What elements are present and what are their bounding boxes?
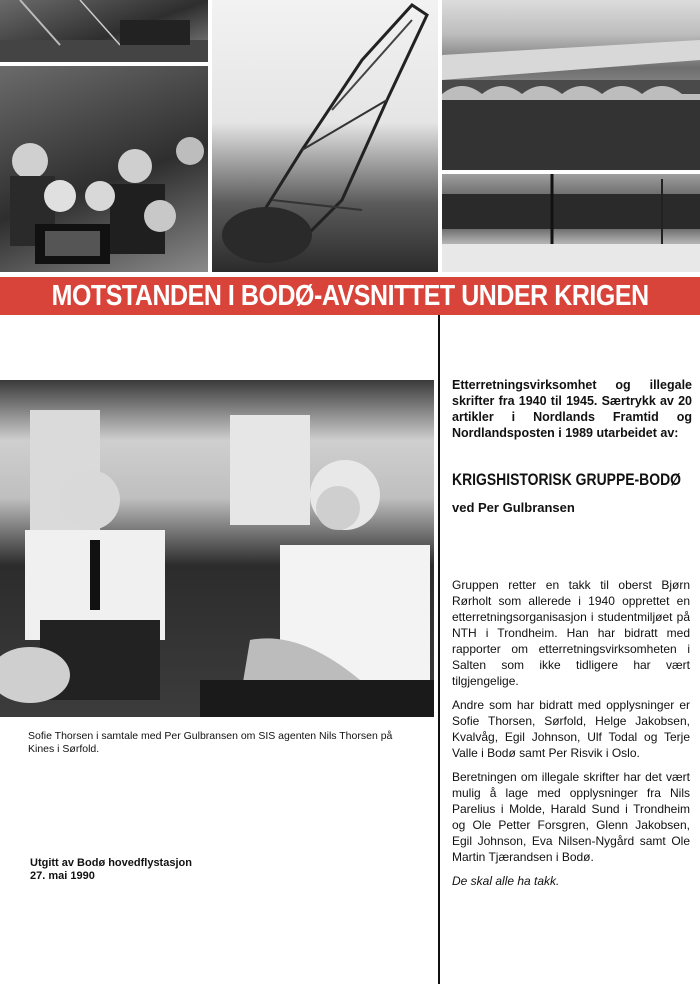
publisher-info <box>30 857 290 883</box>
photo-harbour <box>0 0 208 62</box>
publisher-line: Utgitt av Bodø hovedflystasjon <box>30 857 192 869</box>
photo-interview <box>0 380 434 717</box>
paragraph: Andre som har bidratt med opplysninger er Sofie Thorsen, Sørfold, Helge Jakobsen, Kvalvåg, Egil Johnson, Ulf Todal og Terje Valle i Bodø samt Per Risvik i Oslo. <box>452 698 690 760</box>
photo-airfield-hangars <box>442 0 700 170</box>
title-banner <box>0 277 700 315</box>
photo-caption: Sofie Thorsen i samtale med Per Gulbransen om SIS agenten Nils Thorsen på Kines i Sørfold. <box>28 730 393 755</box>
acknowledgements <box>452 577 690 897</box>
page-title: MOTSTANDEN I BODØ-AVSNITTET UNDER KRIGEN <box>51 279 649 312</box>
photo-ship-crowd <box>442 174 700 272</box>
group-name-heading: KRIGSHISTORISK GRUPPE-BODØ <box>452 470 682 489</box>
paragraph: Gruppen retter en takk til oberst Bjørn Rørholt som allerede i 1940 opprettet en etterretningsorganisasjon i studentmiljøet på NTH i Trondheim. Han har bidratt med rapporter om etterretningsvirksomheten i Salten som ikke tidligere har vært tilgjengelige. <box>452 578 690 688</box>
closing-thanks: De skal alle ha takk. <box>452 874 560 888</box>
intro-text: Etterretningsvirksomhet og illegale skrifter fra 1940 til 1945. Særtrykk av 20 artikler i Nordlands Framtid og Nordlandsposten i 1989 utarbeidet av: <box>452 378 692 440</box>
photo-men-with-radio <box>0 66 208 272</box>
column-divider <box>438 315 440 984</box>
photo-aircraft-wreck <box>212 0 438 272</box>
byline: ved Per Gulbransen <box>452 500 575 515</box>
paragraph: Beretningen om illegale skrifter har det vært mulig å lage med opplysninger fra Nils Parelius i Molde, Harald Sund i Trondheim og Ole Petter Forsgren, Glenn Jakobsen, Egil Johnson, Eva Nilsen-Nygård samt Ole Martin Tjærandsen i Bodø. <box>452 770 690 864</box>
publication-date: 27. mai 1990 <box>30 870 95 882</box>
